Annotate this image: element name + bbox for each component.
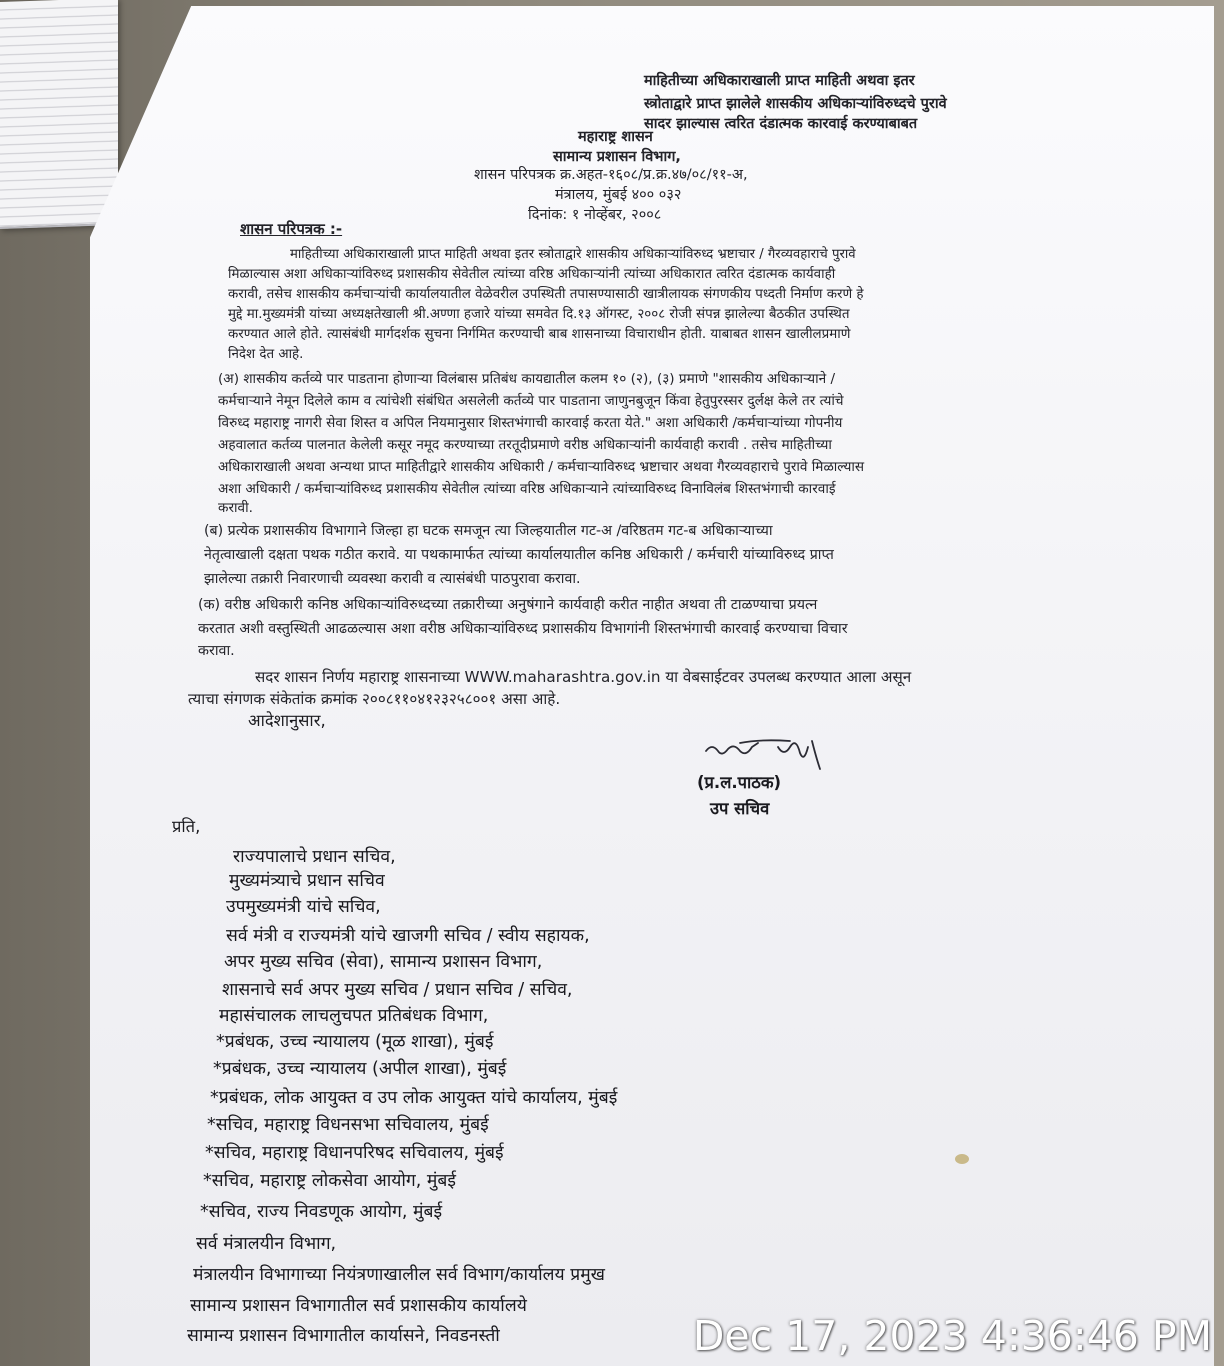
recipient-item: उपमुख्यमंत्री यांचे सचिव, bbox=[226, 897, 381, 917]
para-b-line: (ब) प्रत्येक प्रशासकीय विभागाने जिल्हा हा घटक समजून त्या जिल्हयातील गट-अ /वरिष्ठतम गट-ब अधिकाऱ्याच्या bbox=[204, 523, 773, 539]
office-address: मंत्रालय, मुंबई ४०० ०३२ bbox=[555, 187, 682, 203]
intro-line: करण्यात आले होते. त्यासंबंधी मार्गदर्शक सुचना निर्गमित करण्याची बाब शासनाच्या विचाराधीन होती. याबाबत शासन खालीलप्रमाणे bbox=[228, 327, 851, 342]
recipient-item: *प्रबंधक, उच्च न्यायालय (अपील शाखा), मुंबई bbox=[213, 1059, 507, 1079]
website-line: सदर शासन निर्णय महाराष्ट्र शासनाच्या WWW.maharashtra.gov.in या वेबसाईटवर उपलब्ध करण्यात आला असून bbox=[255, 668, 912, 686]
order-line: आदेशानुसार, bbox=[248, 711, 326, 730]
para-c-line: करतात अशी वस्तुस्थिती आढळल्यास अशा वरीष्ठ अधिकाऱ्यांविरुध्द प्रशासकीय विभागांनी शिस्तभंगाची कारवाई करण्याचा विचार bbox=[198, 621, 848, 637]
intro-line: मिळाल्यास अशा अधिकाऱ्यांविरुध्द प्रशासकीय सेवेतील त्यांच्या वरिष्ठ अधिकाऱ्यांनी त्यांच्या अधिकारात त्वरित दंडात्मक कार्यवाही bbox=[228, 267, 836, 282]
para-a-line: कर्मचाऱ्याने नेमून दिलेले काम व त्यांचेशी संबंधित असलेली कर्तव्ये पार पाडताना जाणुनबुजून किंवा हेतुपुरस्सर दुर्लक्ष केले तर त्यांचे bbox=[218, 393, 844, 409]
para-b-line: झालेल्या तक्रारी निवारणाची व्यवस्था करावी व त्यासंबंधी पाठपुरावा करावा. bbox=[204, 571, 581, 587]
circular-number: शासन परिपत्रक क्र.अहत-१६०८/प्र.क्र.४७/०८/११-अ, bbox=[474, 167, 748, 183]
para-b-line: नेतृत्वाखाली दक्षता पथक गठीत करावे. या पथकामार्फत त्यांच्या कार्यालयातील कनिष्ठ अधिकारी / कर्मचारी यांच्याविरुध्द प्राप्त bbox=[204, 547, 834, 563]
para-a-line: अशा अधिकारी / कर्मचाऱ्यांविरुध्द प्रशासकीय सेवेतील त्यांच्या वरिष्ठ अधिकाऱ्याने त्यांच्याविरुध्द विनाविलंब शिस्तभंगाची कारवाई bbox=[218, 481, 836, 497]
para-a-line: करावी. bbox=[218, 500, 253, 516]
para-a-line: अहवालात कर्तव्य पालनात केलेली कसूर नमूद करण्याच्या तरतूदीप्रमाणे वरीष्ठ अधिकाऱ्यांनी कार्यवाही करावी . तसेच माहितीच्या bbox=[218, 437, 832, 453]
signatory-designation: उप सचिव bbox=[710, 799, 770, 818]
para-a-line: विरुध्द महाराष्ट्र नागरी सेवा शिस्त व अपिल नियमानुसार शिस्तभंगाची कारवाई करता येते." अशा अधिकारी /कर्मचाऱ्यांच्या गोपनीय bbox=[218, 415, 843, 431]
intro-line: करावी, तसेच शासकीय कर्मचाऱ्यांची कार्यालयातील वेळेवरील उपस्थिती तपासण्यासाठी खात्रीलायक संगणकीय पध्दती निर्माण करणे हे bbox=[228, 287, 864, 302]
recipient-item: *प्रबंधक, उच्च न्यायालय (मूळ शाखा), मुंबई bbox=[216, 1032, 494, 1052]
recipient-item: अपर मुख्य सचिव (सेवा), सामान्य प्रशासन विभाग, bbox=[224, 952, 543, 972]
recipient-item: मुख्यमंत्र्याचे प्रधान सचिव bbox=[229, 871, 385, 891]
para-c-line: (क) वरीष्ठ अधिकारी कनिष्ठ अधिकाऱ्यांविरुध्दच्या तक्रारीच्या अनुषंगाने कार्यवाही करीत नाहीत अथवा ती टाळण्याचा प्रयत्न bbox=[198, 597, 818, 613]
subject-line: सादर झाल्यास त्वरित दंडात्मक कारवाई करण्याबाबत bbox=[644, 116, 918, 132]
recipient-item: राज्यपालाचे प्रधान सचिव, bbox=[233, 847, 396, 867]
subject-line: माहितीच्या अधिकाराखाली प्राप्त माहिती अथवा इतर bbox=[644, 73, 915, 89]
recipient-item: सामान्य प्रशासन विभागातील सर्व प्रशासकीय कार्यालये bbox=[190, 1296, 527, 1316]
recipient-item: *सचिव, महाराष्ट्र लोकसेवा आयोग, मुंबई bbox=[203, 1171, 456, 1191]
signatory-name: (प्र.ल.पाठक) bbox=[697, 773, 782, 792]
recipient-item: सर्व मंत्री व राज्यमंत्री यांचे खाजगी सचिव / स्वीय सहायक, bbox=[226, 926, 590, 946]
para-c-line: करावा. bbox=[198, 643, 235, 659]
signature bbox=[700, 735, 850, 775]
recipient-item: सामान्य प्रशासन विभागातील कार्यासने, निवडनस्ती bbox=[187, 1326, 500, 1346]
recipient-item: सर्व मंत्रालयीन विभाग, bbox=[196, 1234, 337, 1254]
para-a-line: अधिकाराखाली अथवा अन्यथा प्राप्त माहितीद्वारे शासकीय अधिकारी / कर्मचाऱ्याविरुध्द भ्रष्टाचार अथवा गैरव्यवहाराचे पुरावे मिळाल्यास bbox=[218, 459, 865, 475]
intro-line: निदेश देत आहे. bbox=[228, 347, 304, 362]
intro-line: माहितीच्या अधिकाराखाली प्राप्त माहिती अथवा इतर स्त्रोताद्वारे शासकीय अधिकाऱ्यांविरुध्द भ्रष्टाचार / गैरव्यवहाराचे पुरावे bbox=[290, 247, 856, 262]
recipient-item: *सचिव, महाराष्ट्र विधानपरिषद सचिवालय, मुंबई bbox=[205, 1143, 504, 1163]
recipient-item: शासनाचे सर्व अपर मुख्य सचिव / प्रधान सचिव / सचिव, bbox=[222, 980, 573, 1000]
recipient-item: *सचिव, राज्य निवडणूक आयोग, मुंबई bbox=[200, 1202, 443, 1222]
recipient-item: मंत्रालयीन विभागाच्या नियंत्रणाखालील सर्व विभाग/कार्यालय प्रमुख bbox=[193, 1265, 605, 1285]
recipient-item: महासंचालक लाचलुचपत प्रतिबंधक विभाग, bbox=[219, 1006, 489, 1026]
photo-timestamp: Dec 17, 2023 4:36:46 PM bbox=[692, 1312, 1212, 1360]
recipient-item: *प्रबंधक, लोक आयुक्त व उप लोक आयुक्त यांचे कार्यालय, मुंबई bbox=[210, 1088, 618, 1108]
circular-title: शासन परिपत्रक :- bbox=[240, 220, 343, 238]
website-line: त्याचा संगणक संकेतांक क्रमांक २००८११०४१२३२५८००१ असा आहे. bbox=[188, 690, 561, 708]
government-name: महाराष्ट्र शासन bbox=[578, 129, 653, 145]
circular-date: दिनांक: १ नोव्हेंबर, २००८ bbox=[528, 207, 662, 223]
para-a-line: (अ) शासकीय कर्तव्ये पार पाडताना होणाऱ्या विलंबास प्रतिबंध कायद्यातील कलम १० (२), (३) प्रमाणे "शासकीय अधिकाऱ्याने / bbox=[218, 371, 836, 387]
intro-line: मुद्दे मा.मुख्यमंत्री यांच्या अध्यक्षतेखाली श्री.अण्णा हजारे यांच्या समवेत दि.१३ ऑगस्ट, २००८ रोजी संपन्न झालेल्या बैठकीत उपस्थित bbox=[228, 307, 850, 322]
department-name: सामान्य प्रशासन विभाग, bbox=[553, 149, 681, 165]
subject-line: स्त्रोताद्वारे प्राप्त झालेले शासकीय अधिकाऱ्यांविरुध्दचे पुरावे bbox=[644, 96, 947, 112]
recipient-item: *सचिव, महाराष्ट्र विधनसभा सचिवालय, मुंबई bbox=[207, 1115, 489, 1135]
to-label: प्रति, bbox=[172, 817, 201, 836]
